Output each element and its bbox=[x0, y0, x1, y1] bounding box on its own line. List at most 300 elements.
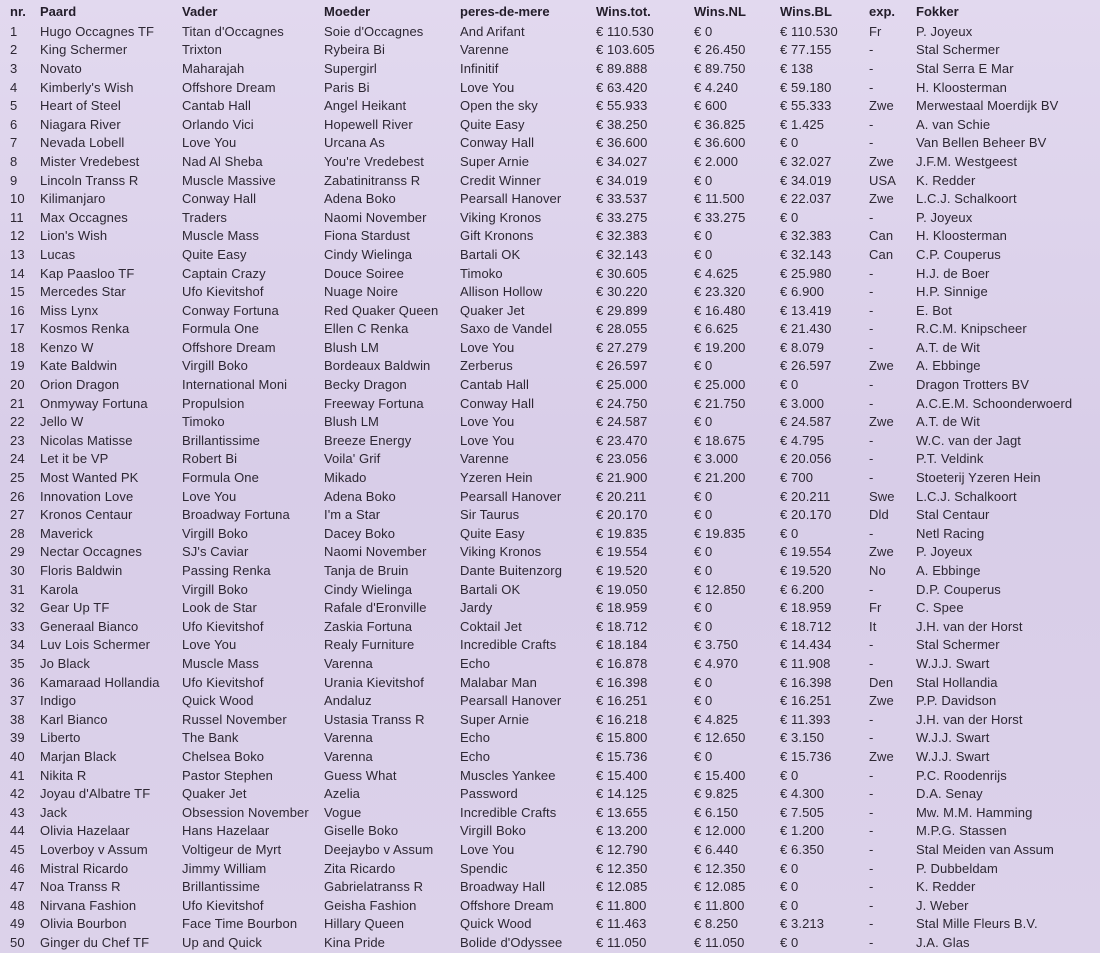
cell-moeder: Breeze Energy bbox=[324, 432, 412, 448]
cell-vader: Russel November bbox=[182, 711, 287, 727]
cell-wins-nl: € 0 bbox=[694, 693, 713, 709]
cell-paard: Nikita R bbox=[40, 767, 87, 783]
cell-peres-de-mere: Allison Hollow bbox=[460, 284, 543, 300]
cell-wins-bl: € 34.019 bbox=[780, 172, 832, 188]
cell-exp: Zwe bbox=[869, 748, 894, 764]
cell-paard: Floris Baldwin bbox=[40, 563, 123, 579]
cell-paard: Jack bbox=[40, 804, 68, 820]
cell-exp: Zwe bbox=[869, 544, 894, 560]
cell-wins-bl: € 15.736 bbox=[780, 748, 832, 764]
cell-wins-bl: € 3.000 bbox=[780, 395, 825, 411]
cell-vader: Brillantissime bbox=[182, 432, 260, 448]
cell-wins-bl: € 110.530 bbox=[780, 23, 838, 39]
cell-exp: Dld bbox=[869, 507, 889, 523]
cell-peres-de-mere: Dante Buitenzorg bbox=[460, 563, 563, 579]
cell-fokker: Van Bellen Beheer BV bbox=[916, 135, 1047, 151]
cell-wins-tot: € 33.275 bbox=[596, 209, 648, 225]
cell-moeder: Zabatinitranss R bbox=[324, 172, 421, 188]
table-row bbox=[0, 933, 1100, 952]
cell-nr: 16 bbox=[10, 302, 25, 318]
table-row bbox=[0, 338, 1100, 357]
cell-exp: - bbox=[869, 525, 874, 541]
cell-paard: Nevada Lobell bbox=[40, 135, 125, 151]
cell-wins-tot: € 11.800 bbox=[596, 897, 647, 913]
cell-fokker: Stal Serra E Mar bbox=[916, 60, 1014, 76]
cell-exp: - bbox=[869, 879, 874, 895]
cell-wins-nl: € 0 bbox=[694, 23, 713, 39]
table-row bbox=[0, 431, 1100, 450]
cell-fokker: J.F.M. Westgeest bbox=[916, 153, 1018, 169]
cell-paard: Ginger du Chef TF bbox=[40, 934, 150, 950]
cell-paard: Generaal Bianco bbox=[40, 618, 139, 634]
cell-wins-nl: € 26.450 bbox=[694, 42, 746, 58]
table-row bbox=[0, 41, 1100, 60]
cell-nr: 25 bbox=[10, 470, 25, 486]
cell-wins-tot: € 32.383 bbox=[596, 228, 648, 244]
table-row bbox=[0, 134, 1100, 153]
cell-nr: 18 bbox=[10, 339, 25, 355]
cell-wins-tot: € 16.218 bbox=[596, 711, 648, 727]
cell-wins-tot: € 18.712 bbox=[596, 618, 648, 634]
cell-wins-tot: € 20.211 bbox=[596, 488, 647, 504]
cell-wins-tot: € 16.878 bbox=[596, 655, 648, 671]
cell-peres-de-mere: Viking Kronos bbox=[460, 209, 542, 225]
cell-paard: Lucas bbox=[40, 246, 76, 262]
cell-wins-nl: € 8.250 bbox=[694, 916, 739, 932]
cell-wins-bl: € 0 bbox=[780, 860, 799, 876]
cell-vader: Obsession November bbox=[182, 804, 309, 820]
cell-nr: 42 bbox=[10, 786, 25, 802]
cell-moeder: Kina Pride bbox=[324, 934, 385, 950]
table-row bbox=[0, 189, 1100, 208]
cell-peres-de-mere: Varenne bbox=[460, 451, 509, 467]
cell-paard: Nirvana Fashion bbox=[40, 897, 137, 913]
cell-wins-nl: € 12.085 bbox=[694, 879, 746, 895]
cell-fokker: A. Ebbinge bbox=[916, 563, 981, 579]
cell-exp: - bbox=[869, 860, 874, 876]
cell-paard: Olivia Hazelaar bbox=[40, 823, 130, 839]
table-row bbox=[0, 357, 1100, 376]
cell-peres-de-mere: Timoko bbox=[460, 265, 503, 281]
cell-paard: Kap Paasloo TF bbox=[40, 265, 135, 281]
table-row bbox=[0, 691, 1100, 710]
cell-moeder: Blush LM bbox=[324, 339, 379, 355]
cell-peres-de-mere: Sir Taurus bbox=[460, 507, 520, 523]
cell-wins-nl: € 0 bbox=[694, 600, 713, 616]
cell-nr: 22 bbox=[10, 414, 25, 430]
cell-moeder: Varenna bbox=[324, 748, 373, 764]
table-row bbox=[0, 654, 1100, 673]
table-row bbox=[0, 96, 1100, 115]
cell-wins-tot: € 23.470 bbox=[596, 432, 648, 448]
cell-wins-nl: € 0 bbox=[694, 507, 713, 523]
cell-wins-nl: € 16.480 bbox=[694, 302, 746, 318]
cell-wins-nl: € 0 bbox=[694, 488, 713, 504]
cell-paard: Marjan Black bbox=[40, 748, 117, 764]
cell-fokker: E. Bot bbox=[916, 302, 953, 318]
cell-nr: 48 bbox=[10, 897, 25, 913]
cell-wins-tot: € 12.085 bbox=[596, 879, 648, 895]
cell-nr: 28 bbox=[10, 525, 25, 541]
table-row bbox=[0, 636, 1100, 655]
header-nr: nr. bbox=[10, 3, 26, 19]
cell-vader: Offshore Dream bbox=[182, 79, 276, 95]
cell-nr: 40 bbox=[10, 748, 25, 764]
cell-peres-de-mere: Quaker Jet bbox=[460, 302, 525, 318]
cell-fokker: D.A. Senay bbox=[916, 786, 983, 802]
cell-moeder: Varenna bbox=[324, 655, 373, 671]
cell-vader: Conway Hall bbox=[182, 191, 257, 207]
cell-moeder: Becky Dragon bbox=[324, 377, 407, 393]
cell-fokker: P.C. Roodenrijs bbox=[916, 767, 1007, 783]
cell-paard: Maverick bbox=[40, 525, 93, 541]
cell-moeder: Rybeira Bi bbox=[324, 42, 385, 58]
table-row bbox=[0, 468, 1100, 487]
cell-fokker: A. van Schie bbox=[916, 116, 991, 132]
cell-wins-tot: € 11.050 bbox=[596, 934, 647, 950]
cell-wins-bl: € 32.143 bbox=[780, 246, 832, 262]
cell-wins-tot: € 63.420 bbox=[596, 79, 648, 95]
cell-wins-tot: € 29.899 bbox=[596, 302, 648, 318]
cell-paard: Olivia Bourbon bbox=[40, 916, 127, 932]
header-peres-de-mere: peres-de-mere bbox=[460, 3, 550, 19]
cell-paard: Karola bbox=[40, 581, 79, 597]
cell-fokker: A.C.E.M. Schoonderwoerd bbox=[916, 395, 1073, 411]
cell-nr: 50 bbox=[10, 934, 25, 950]
cell-exp: - bbox=[869, 432, 874, 448]
cell-moeder: Cindy Wielinga bbox=[324, 581, 413, 597]
cell-wins-tot: € 21.900 bbox=[596, 470, 648, 486]
table-row bbox=[0, 320, 1100, 339]
cell-moeder: Blush LM bbox=[324, 414, 379, 430]
cell-peres-de-mere: Pearsall Hanover bbox=[460, 488, 562, 504]
cell-moeder: Varenna bbox=[324, 730, 373, 746]
cell-vader: Chelsea Boko bbox=[182, 748, 265, 764]
cell-wins-bl: € 55.333 bbox=[780, 98, 832, 114]
cell-paard: Niagara River bbox=[40, 116, 121, 132]
cell-fokker: P. Joyeux bbox=[916, 544, 973, 560]
cell-wins-tot: € 34.027 bbox=[596, 153, 648, 169]
cell-wins-nl: € 0 bbox=[694, 674, 713, 690]
cell-wins-bl: € 19.520 bbox=[780, 563, 832, 579]
cell-peres-de-mere: Conway Hall bbox=[460, 135, 535, 151]
cell-nr: 37 bbox=[10, 693, 25, 709]
cell-wins-tot: € 13.200 bbox=[596, 823, 648, 839]
cell-exp: Swe bbox=[869, 488, 895, 504]
cell-fokker: Stal Centaur bbox=[916, 507, 990, 523]
cell-vader: Trixton bbox=[182, 42, 222, 58]
header-exp: exp. bbox=[869, 3, 896, 19]
cell-wins-tot: € 25.000 bbox=[596, 377, 648, 393]
cell-wins-tot: € 18.959 bbox=[596, 600, 648, 616]
cell-vader: Robert Bi bbox=[182, 451, 238, 467]
cell-moeder: Voila' Grif bbox=[324, 451, 381, 467]
cell-wins-tot: € 16.251 bbox=[596, 693, 648, 709]
cell-vader: Virgill Boko bbox=[182, 358, 248, 374]
cell-nr: 14 bbox=[10, 265, 25, 281]
table-row bbox=[0, 375, 1100, 394]
cell-wins-bl: € 0 bbox=[780, 525, 799, 541]
header-paard: Paard bbox=[40, 3, 77, 19]
table-row bbox=[0, 673, 1100, 692]
cell-peres-de-mere: Muscles Yankee bbox=[460, 767, 556, 783]
cell-nr: 20 bbox=[10, 377, 25, 393]
cell-paard: Indigo bbox=[40, 693, 77, 709]
cell-fokker: P.T. Veldink bbox=[916, 451, 984, 467]
table-row bbox=[0, 598, 1100, 617]
cell-paard: King Schermer bbox=[40, 42, 128, 58]
cell-exp: - bbox=[869, 60, 874, 76]
cell-vader: Titan d'Occagnes bbox=[182, 23, 284, 39]
cell-wins-tot: € 27.279 bbox=[596, 339, 648, 355]
cell-fokker: Stal Schermer bbox=[916, 42, 1000, 58]
cell-wins-bl: € 22.037 bbox=[780, 191, 832, 207]
cell-vader: Muscle Mass bbox=[182, 228, 259, 244]
cell-moeder: Deejaybo v Assum bbox=[324, 841, 434, 857]
cell-nr: 41 bbox=[10, 767, 25, 783]
cell-wins-bl: € 0 bbox=[780, 897, 799, 913]
table-row bbox=[0, 208, 1100, 227]
cell-peres-de-mere: Infinitif bbox=[460, 60, 499, 76]
cell-wins-tot: € 16.398 bbox=[596, 674, 648, 690]
cell-vader: International Moni bbox=[182, 377, 288, 393]
cell-paard: Mister Vredebest bbox=[40, 153, 140, 169]
cell-wins-tot: € 36.600 bbox=[596, 135, 648, 151]
cell-paard: Most Wanted PK bbox=[40, 470, 139, 486]
cell-wins-nl: € 89.750 bbox=[694, 60, 746, 76]
cell-exp: - bbox=[869, 730, 874, 746]
cell-wins-nl: € 25.000 bbox=[694, 377, 746, 393]
table-row bbox=[0, 505, 1100, 524]
cell-nr: 12 bbox=[10, 228, 25, 244]
cell-nr: 5 bbox=[10, 98, 18, 114]
cell-wins-bl: € 7.505 bbox=[780, 804, 825, 820]
cell-peres-de-mere: Zerberus bbox=[460, 358, 513, 374]
cell-paard: Loverboy v Assum bbox=[40, 841, 148, 857]
cell-nr: 24 bbox=[10, 451, 25, 467]
header-moeder: Moeder bbox=[324, 3, 371, 19]
cell-moeder: Urcana As bbox=[324, 135, 385, 151]
cell-wins-nl: € 0 bbox=[694, 228, 713, 244]
cell-paard: Kenzo W bbox=[40, 339, 94, 355]
cell-fokker: W.J.J. Swart bbox=[916, 730, 990, 746]
cell-fokker: K. Redder bbox=[916, 172, 976, 188]
cell-vader: Orlando Vici bbox=[182, 116, 254, 132]
cell-moeder: Soie d'Occagnes bbox=[324, 23, 424, 39]
cell-wins-bl: € 20.211 bbox=[780, 488, 831, 504]
cell-nr: 10 bbox=[10, 191, 25, 207]
cell-wins-nl: € 12.650 bbox=[694, 730, 746, 746]
cell-peres-de-mere: Pearsall Hanover bbox=[460, 191, 562, 207]
cell-paard: Heart of Steel bbox=[40, 98, 121, 114]
cell-exp: - bbox=[869, 897, 874, 913]
cell-wins-tot: € 89.888 bbox=[596, 60, 648, 76]
cell-nr: 39 bbox=[10, 730, 25, 746]
cell-fokker: L.C.J. Schalkoort bbox=[916, 488, 1017, 504]
cell-exp: It bbox=[869, 618, 877, 634]
cell-moeder: You're Vredebest bbox=[324, 153, 424, 169]
cell-wins-nl: € 18.675 bbox=[694, 432, 746, 448]
cell-paard: Miss Lynx bbox=[40, 302, 99, 318]
cell-fokker: R.C.M. Knipscheer bbox=[916, 321, 1027, 337]
cell-peres-de-mere: Viking Kronos bbox=[460, 544, 542, 560]
cell-fokker: W.J.J. Swart bbox=[916, 655, 990, 671]
cell-peres-de-mere: Love You bbox=[460, 841, 515, 857]
cell-wins-tot: € 24.587 bbox=[596, 414, 648, 430]
cell-exp: - bbox=[869, 116, 874, 132]
cell-wins-nl: € 21.750 bbox=[694, 395, 746, 411]
cell-wins-nl: € 0 bbox=[694, 246, 713, 262]
cell-peres-de-mere: Quick Wood bbox=[460, 916, 532, 932]
cell-wins-nl: € 11.500 bbox=[694, 191, 745, 207]
table-row bbox=[0, 840, 1100, 859]
cell-wins-tot: € 23.056 bbox=[596, 451, 648, 467]
cell-fokker: A.T. de Wit bbox=[916, 414, 980, 430]
cell-moeder: Cindy Wielinga bbox=[324, 246, 413, 262]
cell-vader: Love You bbox=[182, 135, 237, 151]
cell-moeder: Dacey Boko bbox=[324, 525, 396, 541]
cell-fokker: J.H. van der Horst bbox=[916, 618, 1023, 634]
cell-exp: - bbox=[869, 135, 874, 151]
cell-vader: Maharajah bbox=[182, 60, 245, 76]
cell-wins-nl: € 33.275 bbox=[694, 209, 746, 225]
cell-moeder: Freeway Fortuna bbox=[324, 395, 424, 411]
cell-paard: Lincoln Transs R bbox=[40, 172, 139, 188]
cell-paard: Jo Black bbox=[40, 655, 90, 671]
cell-wins-nl: € 19.835 bbox=[694, 525, 746, 541]
cell-exp: - bbox=[869, 284, 874, 300]
cell-paard: Orion Dragon bbox=[40, 377, 120, 393]
cell-wins-tot: € 19.520 bbox=[596, 563, 648, 579]
cell-vader: Muscle Massive bbox=[182, 172, 276, 188]
table-row bbox=[0, 227, 1100, 246]
cell-wins-tot: € 14.125 bbox=[596, 786, 648, 802]
table-row bbox=[0, 543, 1100, 562]
cell-wins-bl: € 8.079 bbox=[780, 339, 825, 355]
cell-wins-tot: € 103.605 bbox=[596, 42, 655, 58]
cell-fokker: Stal Mille Fleurs B.V. bbox=[916, 916, 1038, 932]
cell-vader: Jimmy William bbox=[182, 860, 267, 876]
header-wins-tot: Wins.tot. bbox=[596, 3, 651, 19]
cell-wins-tot: € 28.055 bbox=[596, 321, 648, 337]
cell-wins-nl: € 3.750 bbox=[694, 637, 739, 653]
cell-nr: 33 bbox=[10, 618, 25, 634]
cell-exp: Fr bbox=[869, 600, 882, 616]
cell-vader: Ufo Kievitshof bbox=[182, 284, 264, 300]
cell-paard: Karl Bianco bbox=[40, 711, 108, 727]
cell-peres-de-mere: Spendic bbox=[460, 860, 508, 876]
cell-paard: Onmyway Fortuna bbox=[40, 395, 148, 411]
cell-paard: Nectar Occagnes bbox=[40, 544, 142, 560]
cell-nr: 34 bbox=[10, 637, 25, 653]
header-wins-bl: Wins.BL bbox=[780, 3, 832, 19]
cell-exp: - bbox=[869, 377, 874, 393]
cell-moeder: Douce Soiree bbox=[324, 265, 404, 281]
cell-fokker: A. Ebbinge bbox=[916, 358, 981, 374]
cell-moeder: Ustasia Transs R bbox=[324, 711, 425, 727]
cell-exp: - bbox=[869, 711, 874, 727]
cell-moeder: Hopewell River bbox=[324, 116, 413, 132]
cell-vader: Voltigeur de Myrt bbox=[182, 841, 282, 857]
cell-vader: Offshore Dream bbox=[182, 339, 276, 355]
cell-paard: Mistral Ricardo bbox=[40, 860, 129, 876]
cell-wins-bl: € 700 bbox=[780, 470, 814, 486]
cell-peres-de-mere: Open the sky bbox=[460, 98, 538, 114]
cell-peres-de-mere: Varenne bbox=[460, 42, 509, 58]
cell-nr: 8 bbox=[10, 153, 18, 169]
cell-fokker: P. Joyeux bbox=[916, 209, 973, 225]
cell-nr: 19 bbox=[10, 358, 25, 374]
cell-exp: - bbox=[869, 302, 874, 318]
cell-vader: The Bank bbox=[182, 730, 239, 746]
cell-moeder: Urania Kievitshof bbox=[324, 674, 424, 690]
cell-wins-nl: € 12.350 bbox=[694, 860, 746, 876]
cell-nr: 9 bbox=[10, 172, 18, 188]
table-row bbox=[0, 282, 1100, 301]
cell-fokker: A.T. de Wit bbox=[916, 339, 980, 355]
header-fokker: Fokker bbox=[916, 3, 959, 19]
cell-nr: 44 bbox=[10, 823, 25, 839]
cell-nr: 15 bbox=[10, 284, 25, 300]
cell-paard: Kimberly's Wish bbox=[40, 79, 134, 95]
cell-moeder: Andaluz bbox=[324, 693, 372, 709]
cell-vader: Propulsion bbox=[182, 395, 245, 411]
cell-exp: Zwe bbox=[869, 358, 894, 374]
table-row bbox=[0, 766, 1100, 785]
cell-exp: Zwe bbox=[869, 98, 894, 114]
cell-wins-tot: € 26.597 bbox=[596, 358, 648, 374]
cell-peres-de-mere: Love You bbox=[460, 339, 515, 355]
cell-nr: 2 bbox=[10, 42, 18, 58]
cell-fokker: C.P. Couperus bbox=[916, 246, 1001, 262]
cell-vader: Love You bbox=[182, 488, 237, 504]
cell-wins-tot: € 38.250 bbox=[596, 116, 648, 132]
cell-moeder: Gabrielatranss R bbox=[324, 879, 424, 895]
cell-wins-bl: € 3.213 bbox=[780, 916, 825, 932]
cell-nr: 6 bbox=[10, 116, 18, 132]
table-row bbox=[0, 915, 1100, 934]
cell-wins-nl: € 19.200 bbox=[694, 339, 746, 355]
cell-wins-tot: € 30.220 bbox=[596, 284, 648, 300]
cell-wins-tot: € 110.530 bbox=[596, 23, 654, 39]
cell-nr: 27 bbox=[10, 507, 25, 523]
cell-wins-bl: € 138 bbox=[780, 60, 814, 76]
cell-paard: Let it be VP bbox=[40, 451, 109, 467]
cell-peres-de-mere: Offshore Dream bbox=[460, 897, 554, 913]
cell-exp: - bbox=[869, 655, 874, 671]
cell-wins-nl: € 12.850 bbox=[694, 581, 746, 597]
cell-fokker: Stoeterij Yzeren Hein bbox=[916, 470, 1041, 486]
cell-moeder: Naomi November bbox=[324, 544, 427, 560]
cell-fokker: H.J. de Boer bbox=[916, 265, 990, 281]
cell-wins-nl: € 2.000 bbox=[694, 153, 739, 169]
cell-nr: 38 bbox=[10, 711, 25, 727]
cell-wins-nl: € 600 bbox=[694, 98, 728, 114]
cell-peres-de-mere: Love You bbox=[460, 414, 515, 430]
cell-wins-nl: € 11.800 bbox=[694, 897, 745, 913]
cell-vader: Formula One bbox=[182, 321, 259, 337]
cell-peres-de-mere: Love You bbox=[460, 79, 515, 95]
cell-peres-de-mere: Yzeren Hein bbox=[460, 470, 533, 486]
cell-vader: Traders bbox=[182, 209, 228, 225]
cell-wins-nl: € 4.240 bbox=[694, 79, 739, 95]
cell-peres-de-mere: Bartali OK bbox=[460, 581, 521, 597]
cell-vader: Formula One bbox=[182, 470, 259, 486]
cell-wins-nl: € 4.825 bbox=[694, 711, 739, 727]
cell-wins-tot: € 19.835 bbox=[596, 525, 648, 541]
cell-moeder: I'm a Star bbox=[324, 507, 381, 523]
cell-nr: 31 bbox=[10, 581, 25, 597]
